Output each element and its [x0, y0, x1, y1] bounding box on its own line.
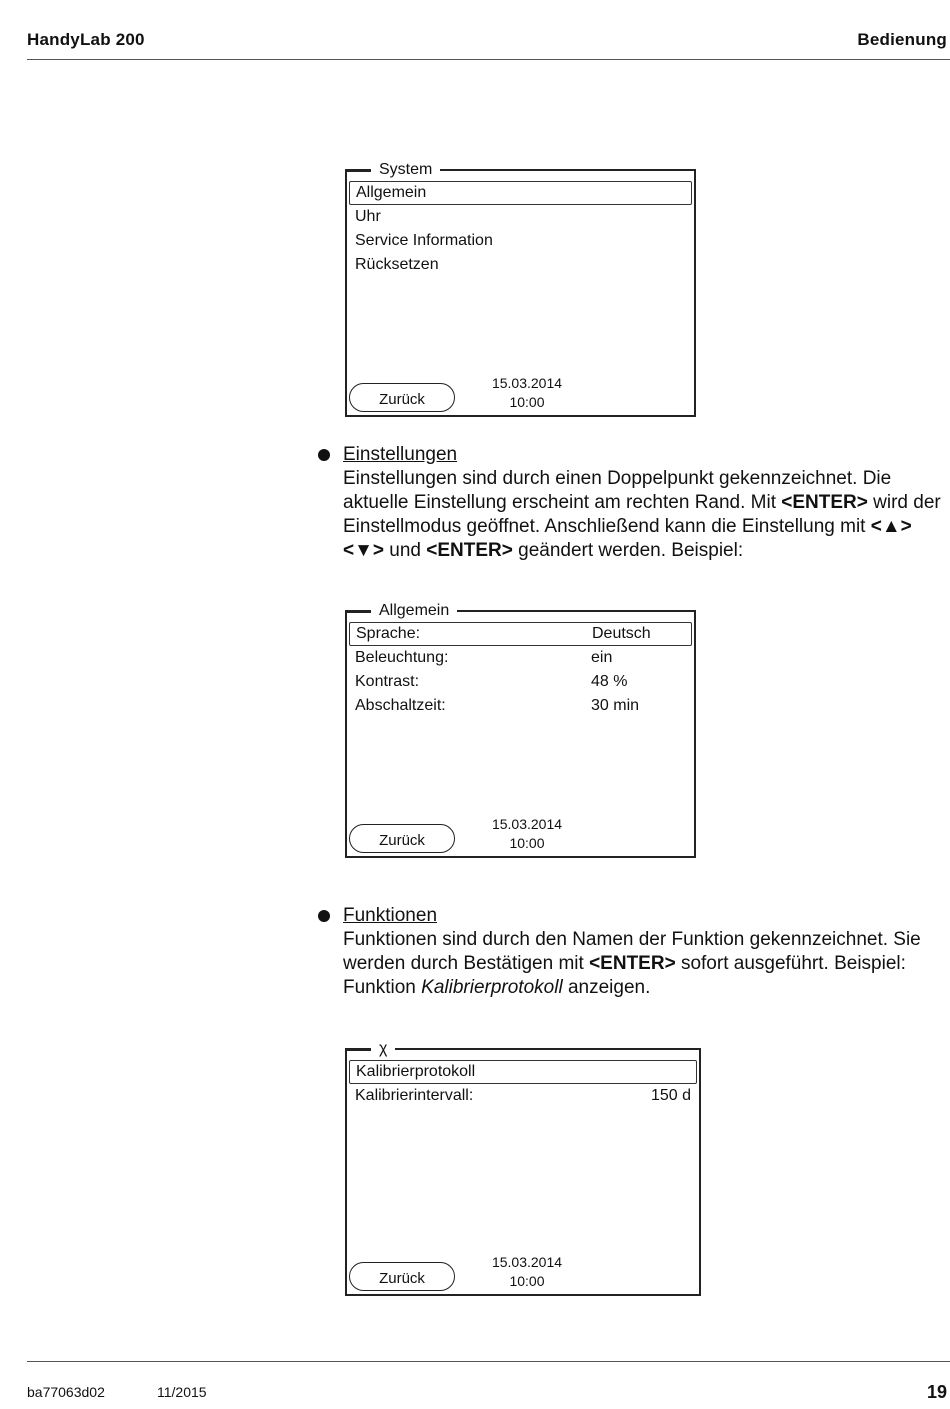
bullet-body [343, 467, 948, 563]
date-text: 15.03.2014 [491, 816, 563, 832]
back-button[interactable]: Zurück [349, 824, 455, 853]
bullet-text [343, 443, 948, 563]
bullet-heading: Einstellungen [343, 444, 458, 465]
function-list [349, 1060, 697, 1108]
screen-title-text: System [379, 161, 433, 178]
back-button[interactable]: Zurück [349, 1262, 455, 1291]
screen-title-text: χ [379, 1040, 388, 1057]
key-enter: <ENTER> [589, 953, 676, 974]
menu-item-service-information[interactable]: Service Information [355, 232, 493, 249]
menu-item-uhr[interactable]: Uhr [355, 208, 381, 225]
bullet-dot-icon [318, 910, 330, 922]
datetime [487, 1253, 567, 1291]
time-text: 10:00 [509, 394, 545, 410]
key-enter: <ENTER> [426, 540, 513, 561]
bullet-dot-icon [318, 449, 330, 461]
setting-row-sprache[interactable] [349, 622, 692, 646]
setting-label: Kontrast: [355, 673, 420, 690]
bullet-einstellungen [318, 443, 948, 563]
body-text: wird der Einstellmodus geöffnet. Anschließend kann die Einstellung mit [343, 492, 941, 537]
setting-label: Beleuchtung: [355, 649, 449, 666]
body-text: und [384, 540, 427, 561]
function-row-kalibrierprotokoll[interactable] [349, 1060, 697, 1084]
settings-list [349, 622, 692, 718]
setting-label: Kalibrierintervall: [355, 1087, 474, 1104]
footer-date: 11/2015 [157, 1384, 207, 1400]
setting-value: 48 % [591, 673, 628, 690]
screen-conductivity [345, 1040, 701, 1296]
footer-rule [27, 1361, 950, 1362]
menu-item-ruecksetzen[interactable]: Rücksetzen [355, 256, 439, 273]
menu-list [349, 181, 692, 277]
menu-item-allgemein[interactable]: Allgemein [349, 181, 692, 205]
screen-title [371, 1039, 395, 1059]
bullet-heading: Funktionen [343, 905, 438, 926]
setting-value: Deutsch [592, 625, 651, 642]
setting-row-kontrast[interactable] [349, 670, 692, 694]
key-enter: <ENTER> [781, 492, 868, 513]
date-text: 15.03.2014 [491, 375, 563, 391]
header-product-name: HandyLab 200 [27, 30, 145, 49]
screen-system [345, 161, 696, 417]
function-name: Kalibrierprotokoll [421, 977, 563, 998]
body-text: Funktionen sind durch den Namen der Funktion gekennzeichnet. Sie werden durch Bestätigen mit [343, 929, 921, 974]
datetime [487, 815, 567, 853]
setting-label: Sprache: [356, 625, 421, 642]
body-text: sofort ausgeführt. Beispiel: Funktion [343, 953, 906, 998]
screen-title-text: Allgemein [379, 602, 450, 619]
date-text: 15.03.2014 [491, 1254, 563, 1270]
body-text: anzeigen. [562, 977, 651, 998]
header-section-name: Bedienung [857, 30, 947, 49]
time-text: 10:00 [509, 835, 545, 851]
function-label: Kalibrierprotokoll [356, 1063, 476, 1080]
key-up-down: <▲><▼> [343, 516, 912, 561]
bullet-text [343, 904, 948, 1000]
header-rule [27, 59, 950, 60]
body-text: Einstellungen sind durch einen Doppelpunkt gekennzeichnet. Die aktuelle Einstellung erscheint am rechten Rand. Mit [343, 468, 892, 513]
screen-title [371, 160, 440, 180]
setting-value: 150 d [650, 1087, 691, 1104]
bullet-body [343, 928, 933, 1000]
page-number: 19 [926, 1382, 947, 1402]
footer-doc-id: ba77063d02 [27, 1384, 105, 1400]
screen-allgemein [345, 602, 696, 858]
setting-row-kalibrierintervall[interactable] [349, 1084, 697, 1108]
setting-row-abschaltzeit[interactable] [349, 694, 692, 718]
setting-label: Abschaltzeit: [355, 697, 446, 714]
back-button[interactable]: Zurück [349, 383, 455, 412]
setting-value: ein [591, 649, 613, 666]
datetime [487, 374, 567, 412]
screen-title [371, 601, 457, 621]
bullet-funktionen [318, 904, 948, 1000]
body-text: geändert werden. Beispiel: [512, 540, 744, 561]
setting-row-beleuchtung[interactable] [349, 646, 692, 670]
time-text: 10:00 [509, 1273, 545, 1289]
setting-value: 30 min [591, 697, 640, 714]
